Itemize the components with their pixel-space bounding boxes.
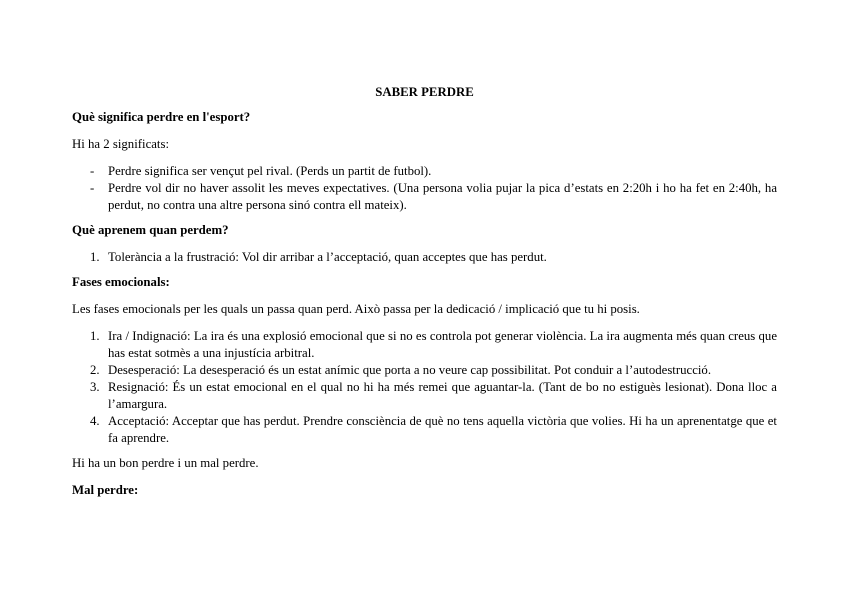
number-marker: 2 .: [90, 362, 100, 379]
document-body: [72, 84, 777, 509]
list-item: [72, 379, 777, 413]
list-item: [72, 249, 777, 266]
list-item-text: Acceptació: Acceptar que has perdut. Prendre consciència de què no tens aquella victòria que volies. Hi ha un aprenentatge que et fa aprendre.: [108, 414, 777, 445]
list-item: [72, 362, 777, 379]
heading-phases: Fases emocionals:: [72, 275, 170, 289]
phases-intro: Les fases emocionals per les quals un passa quan perd. Això passa per la dedicació / implicació que tu hi posis.: [72, 302, 640, 316]
learn-list: [72, 249, 777, 266]
dash-marker: -: [90, 181, 95, 195]
number-marker: 4 .: [90, 413, 100, 430]
heading-learn: Què aprenem quan perdem?: [72, 223, 229, 237]
list-item-text: Perdre significa ser vençut pel rival. (Perds un partit de futbol).: [108, 164, 432, 178]
meanings-list: [72, 163, 777, 214]
list-item-text: Resignació: És un estat emocional en el qual no hi ha més remei que aguantar-la. (Tant de bo no estiguès lesionat). Dona lloc a l’amargura.: [108, 380, 777, 411]
list-item-text: Tolerància a la frustració: Vol dir arribar a l’acceptació, quan acceptes que has perdut.: [108, 250, 547, 264]
closing-paragraph: Hi ha un bon perdre i un mal perdre.: [72, 456, 259, 470]
list-item: [72, 413, 777, 447]
heading-bad-loser: Mal perdre:: [72, 483, 139, 497]
list-item-text: Ira / Indignació: La ira és una explosió emocional que si no es controla pot generar violència. La ira augmenta més quan creus que has estat sotmès a una injustícia arbitral.: [108, 329, 777, 360]
number-marker: 3 .: [90, 379, 100, 396]
list-item-text: Perdre vol dir no haver assolit les meves expectatives. (Una persona volia pujar la pica d’estats en 2:20h i ho ha fet en 2:40h, ha perdut, no contra una altre persona sinó contra ell mateix).: [108, 181, 777, 212]
list-item: [72, 180, 777, 214]
number-marker: 1 .: [90, 249, 100, 266]
heading-meaning: Què significa perdre en l'esport?: [72, 110, 251, 124]
document-title: SABER PERDRE: [375, 85, 474, 99]
dash-marker: -: [90, 164, 95, 178]
list-item: [72, 328, 777, 362]
list-item: [72, 163, 777, 180]
intro-paragraph: Hi ha 2 significats:: [72, 137, 170, 151]
phases-list: [72, 328, 777, 447]
number-marker: 1 .: [90, 328, 100, 345]
list-item-text: Desesperació: La desesperació és un estat anímic que porta a no veure cap possibilitat. Pot conduir a l’autodestrucció.: [108, 363, 712, 377]
